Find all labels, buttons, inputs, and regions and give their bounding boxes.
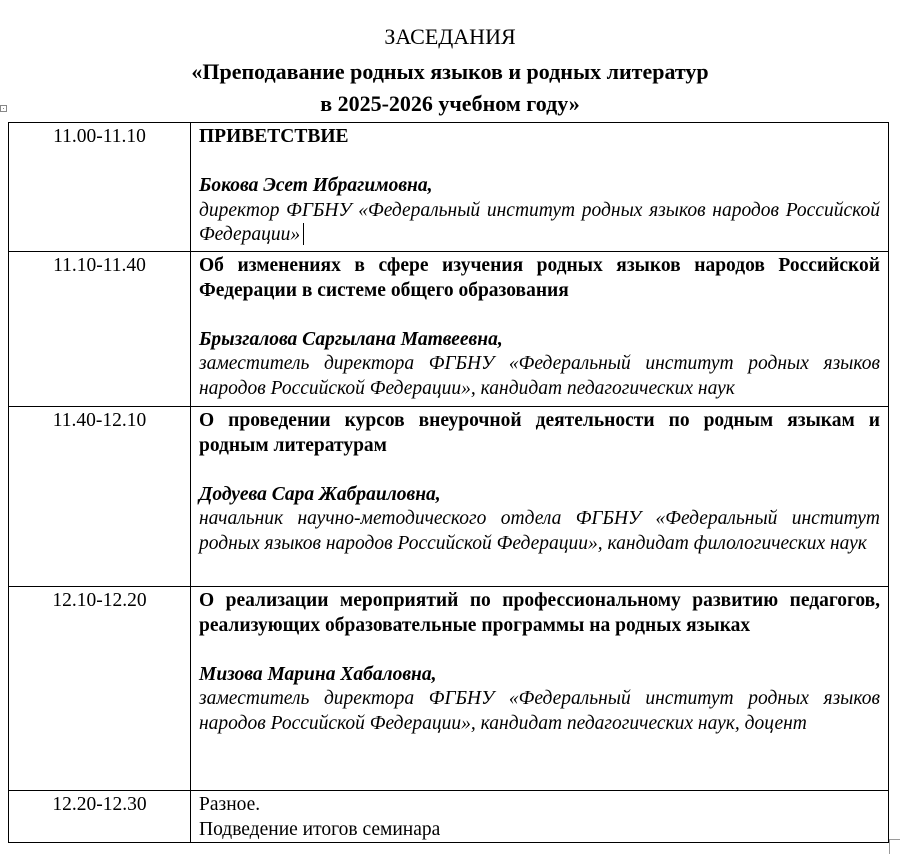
table-move-handle-icon[interactable]: [0, 105, 7, 112]
table-row: [9, 587, 889, 791]
time-cell: 11.00-11.10: [9, 123, 191, 252]
topic-title: О проведении курсов внеурочной деятельности по родным языкам и родным литературам: [199, 410, 880, 456]
agenda-cell[interactable]: [191, 123, 889, 252]
speaker-position: директор ФГБНУ «Федеральный институт родных языков народов Российской Федерации»: [199, 199, 880, 245]
topic-title: ПРИВЕТСТВИЕ: [199, 126, 349, 147]
speaker-position: заместитель директора ФГБНУ «Федеральный институт родных языков народов Российской Федерации», кандидат педагогических наук, доцент: [199, 688, 880, 734]
text-cursor: [303, 223, 304, 245]
speaker-position: заместитель директора ФГБНУ «Федеральный институт родных языков народов Российской Федерации», кандидат педагогических наук: [199, 353, 880, 399]
time-cell: 11.10-11.40: [9, 252, 191, 407]
table-row: [9, 407, 889, 587]
agenda-cell[interactable]: [191, 791, 889, 843]
topic-title: О реализации мероприятий по профессиональному развитию педагогов, реализующих образовательные программы на родных языках: [199, 590, 880, 636]
speaker-name: Брызгалова Саргылана Матвеевна,: [199, 328, 503, 350]
speaker-name: Мизова Марина Хабаловна,: [199, 663, 437, 685]
time-cell: 12.10-12.20: [9, 587, 191, 791]
table-row: [9, 123, 889, 252]
table-row: [9, 791, 889, 843]
agenda-cell[interactable]: [191, 407, 889, 587]
speaker-position: начальник научно-методического отдела ФГБНУ «Федеральный институт родных языков народов Российской Федерации», кандидат филологических наук: [199, 508, 880, 554]
document-title: ЗАСЕДАНИЯ: [384, 24, 516, 49]
table-row: [9, 252, 889, 407]
closing-item: Подведение итогов семинара: [199, 818, 441, 840]
misc-item: Разное.: [199, 794, 261, 815]
speaker-name: Бокова Эсет Ибрагимовна,: [199, 175, 433, 196]
program-table: [8, 122, 889, 843]
time-cell: 11.40-12.10: [9, 407, 191, 587]
document-subtitle-line-2: в 2025-2026 учебном году»: [320, 91, 580, 116]
document-subtitle-line-1: «Преподавание родных языков и родных литератур: [191, 59, 709, 84]
speaker-name: Додуева Сара Жабраиловна,: [199, 483, 441, 505]
agenda-cell[interactable]: [191, 252, 889, 407]
topic-title: Об изменениях в сфере изучения родных языков народов Российской Федерации в системе общего образования: [199, 255, 880, 301]
time-cell: 12.20-12.30: [9, 791, 191, 843]
agenda-cell[interactable]: [191, 587, 889, 791]
page-corner-mark: [889, 839, 900, 854]
